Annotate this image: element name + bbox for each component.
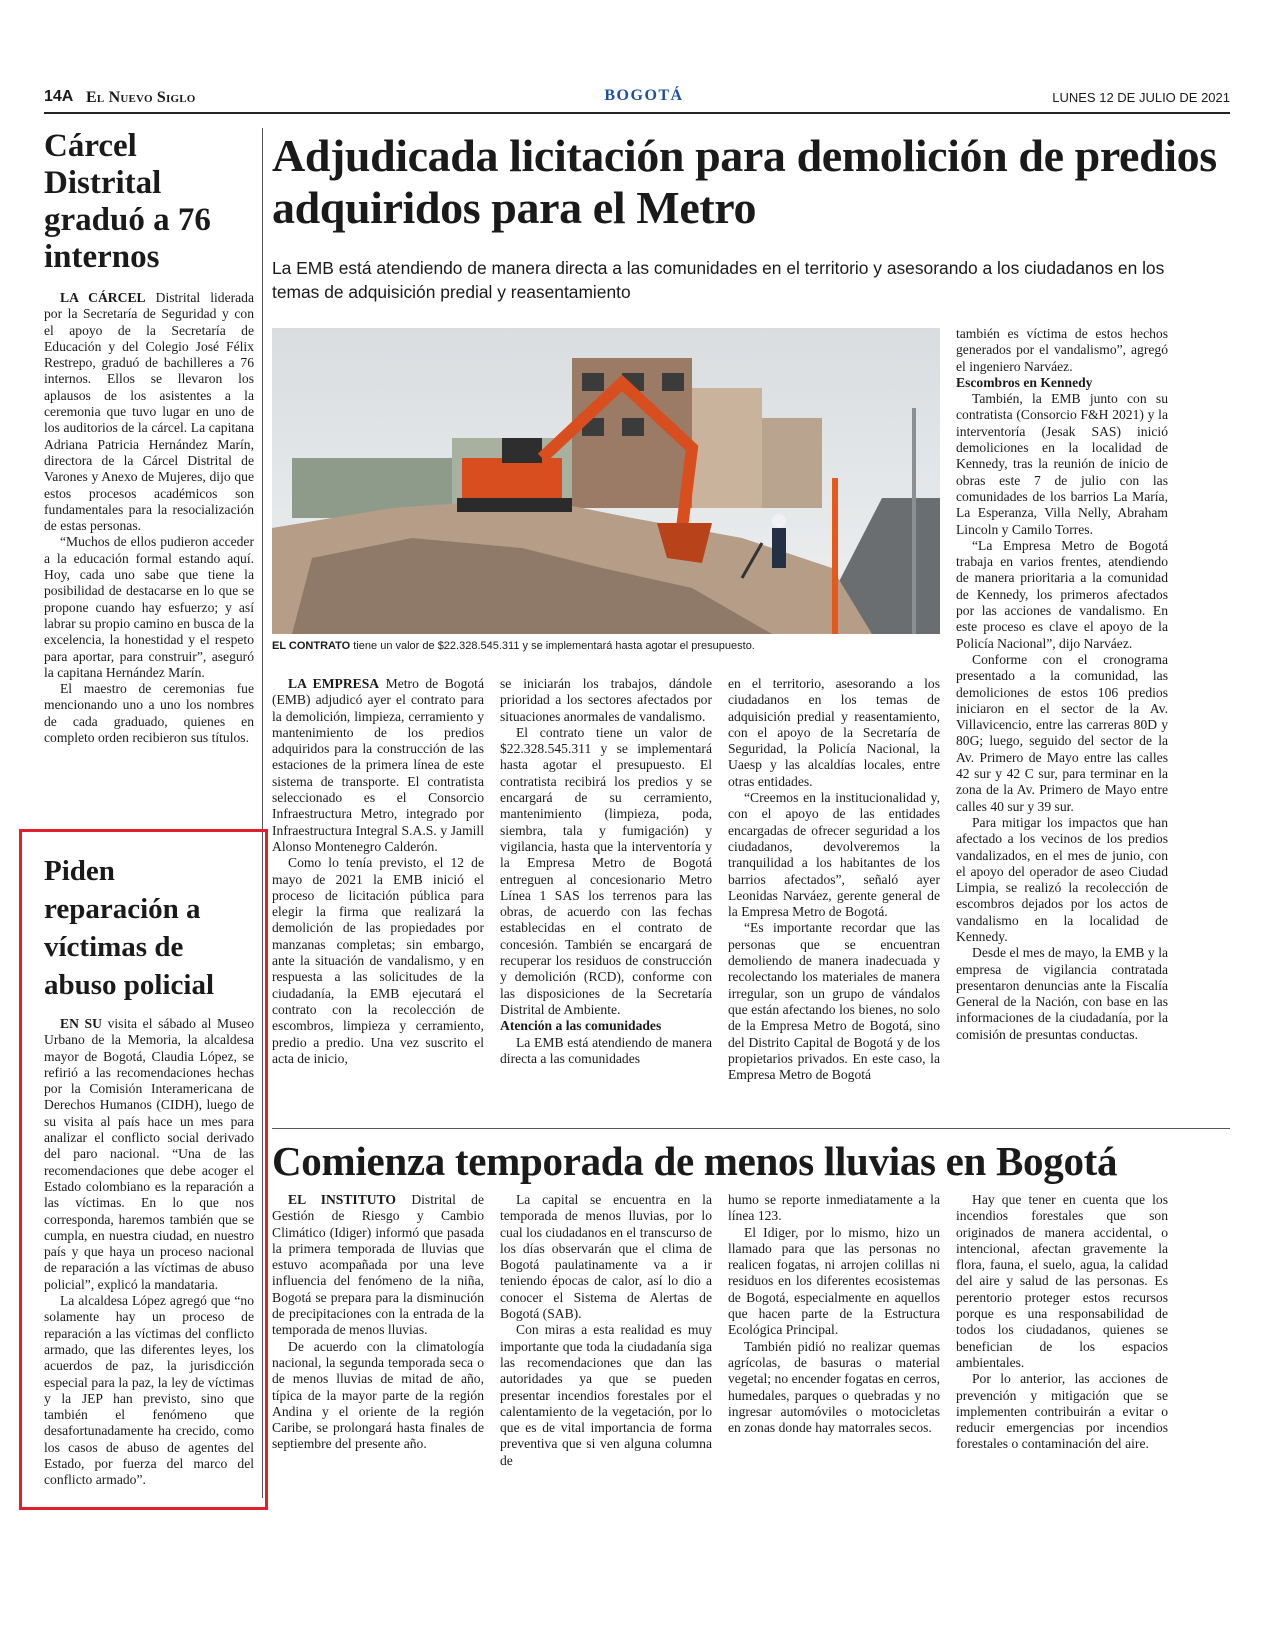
metro-paragraph: También, la EMB junto con su contratista (Consorcio F&H 2021) y la interventoría (Jesak SAS) inició demoliciones en la localidad de Kennedy, tras la reunión de inicio de obras este 7 de julio con las comunidades de los barrios La María, La Esperanza, Villa Nelly, Abraham Lincoln y Camilo Torres.: [956, 391, 1168, 537]
reparacion-lead: EN SU: [60, 1016, 102, 1031]
caption-lead: EL CONTRATO: [272, 640, 351, 652]
story-divider: [272, 1128, 1230, 1129]
carcel-lead: LA CÁRCEL: [60, 290, 146, 305]
metro-paragraph: Para mitigar los impactos que han afectado a los vecinos de los predios vandalizados, en el mes de junio, con el apoyo del operador de aseo Ciudad Limpia, se realizó la recolección de escombros dejados por los actos de vandalismo en la localidad de Kennedy.: [956, 814, 1168, 944]
metro-paragraph: “Es importante recordar que las personas que se encuentran demoliendo de manera inadecuada y recolectando los materiales de manera irregular, son un grupo de vándalos que están afectando los bienes, no solo de la Empresa Metro de Bogotá, sino del Distrito Capital de Bogotá y de los propietarios privados. En este caso, la Empresa Metro de Bogotá: [728, 920, 940, 1083]
lluvias-column-2: [500, 1192, 712, 1469]
metro-paragraph: LA EMPRESA Metro de Bogotá (EMB) adjudicó ayer el contrato para la demolición, limpieza, cerramiento y mantenimiento de los predios adquiridos para la construcción de las estaciones de la primera línea de este sistema de transporte. El contratista seleccionado es el Consorcio Infraestructura Metro, integrado por Infraestructura Integral S.A.S. y Jamill Alonso Montenegro Calderón.: [272, 676, 484, 854]
carcel-paragraph: El maestro de ceremonias fue mencionando uno a uno los nombres de cada graduado, quienes en completo orden recibieron sus títulos.: [44, 681, 254, 746]
section-title: BOGOTÁ: [604, 87, 684, 104]
lluvias-column-4: [956, 1192, 1168, 1453]
metro-headline: Adjudicada licitación para demolición de predios adquiridos para el Metro: [272, 130, 1217, 233]
metro-subhead: Atención a las comunidades: [500, 1018, 662, 1034]
metro-photo: [272, 328, 940, 634]
carcel-paragraph: LA CÁRCEL Distrital liderada por la Secretaría de Seguridad y con el apoyo de la Secretaría de Educación y del Colegio José Félix Restrepo, graduó de bachilleres a 76 internos. Ellos se llevaron los aplausos de los asistentes a la ceremonia que tuvo lugar en uno de los auditorios de la cárcel. La capitana Adriana Patricia Hernández Marín, directora de la Cárcel Distrital de Varones y Anexo de Mujeres, dijo que estos procesos académicos son fundamentales para la resocialización de estas personas.: [44, 290, 254, 534]
metro-column-3: [728, 676, 940, 1083]
newspaper-name: El Nuevo Siglo: [86, 89, 196, 106]
lluvias-lead: EL INSTITUTO: [288, 1192, 396, 1207]
metro-column-4: [956, 326, 1168, 1043]
reparacion-paragraph: La alcaldesa López agregó que “no solamente hay un proceso de reparación a las víctimas del conflicto armado, que las diferentes leyes, los acuerdos de paz, la jurisdicción especial para la paz, la ley de víctimas y la JEP han previsto, sino que también el fenómeno que desafortunadamente ha crecido, como los casos de abuso de agentes del Estado, por fuerza del marco del conflicto armado”.: [44, 1293, 254, 1488]
masthead-rule: [44, 112, 1230, 114]
metro-paragraph: “La Empresa Metro de Bogotá trabaja en varios frentes, atendiendo de manera prioritaria a la comunidad de Kennedy, los primeros afectados por las acciones de vandalismo. En este proceso es clave el apoyo de la Policía Nacional”, dijo Narváez.: [956, 537, 1168, 651]
carcel-headline: Cárcel Distrital graduó a 76 internos: [44, 128, 211, 275]
metro-lead: LA EMPRESA: [288, 676, 380, 691]
lluvias-paragraph: Hay que tener en cuenta que los incendios forestales que son originados de manera accidental, o intencional, afectan gravemente la flora, fauna, el suelo, agua, la calidad del aire y salud de las personas. Es perentorio proteger estos recursos porque es una responsabilidad de todos los ciudadanos, quienes se benefician de los espacios ambientales.: [956, 1192, 1168, 1370]
lluvias-paragraph: De acuerdo con la climatología nacional, la segunda temporada seca o de menos lluvias de mitad de año, típica de la mayor parte de la región Andina y el oriente de la región Caribe, se prolongará hasta finales de septiembre del presente año.: [272, 1338, 484, 1452]
reparacion-paragraph: EN SU visita el sábado al Museo Urbano de la Memoria, la alcaldesa mayor de Bogotá, Claudia López, se refirió a las recomendaciones hechas por la Comisión Interamericana de Derechos Humanos (CIDH), luego de su visita al país hace un mes para analizar el conflicto social derivado del paro nacional. “Una de las recomendaciones que debe acoger el Estado colombiano es la reparación a las víctimas. En lo que nos corresponda, haremos también que se cumpla, en nuestra ciudad, en nuestro país y que haya un proceso nacional de reparación a las víctimas de abuso policial”, explicó la mandataria.: [44, 1016, 254, 1292]
metro-paragraph: Desde el mes de mayo, la EMB y la empresa de vigilancia contratada presentaron denuncias ante la Fiscalía General de la Nación, con base en las informaciones de la ciudadanía, por la comisión de presuntas conductas.: [956, 945, 1168, 1042]
lluvias-headline: Comienza temporada de menos lluvias en Bogotá: [272, 1138, 1118, 1184]
lluvias-paragraph: Por lo anterior, las acciones de prevención y mitigación que se implementen contribuirán a evitar o reducir emergencias por incendios forestales o contaminación del aire.: [956, 1371, 1168, 1452]
caption-text: tiene un valor de $22.328.545.311 y se implementará hasta agotar el presupuesto.: [353, 640, 755, 652]
lluvias-column-1: [272, 1192, 484, 1453]
lluvias-paragraph: EL INSTITUTO Distrital de Gestión de Riesgo y Cambio Climático (Idiger) informó que pasada la primera temporada de lluvias que estuvo acompañada por una leve influencia del fenómeno de la niña, Bogotá se prepara para la disminución de precipitaciones con la entrada de la temporada de menos lluvias.: [272, 1192, 484, 1338]
lluvias-paragraph: También pidió no realizar quemas agrícolas, de basuras o material vegetal; no encender fogatas en cerros, humedales, parques o quebradas y no ingresar automóviles o motocicletas en zonas donde hay matorrales secos.: [728, 1338, 940, 1436]
lluvias-paragraph: La capital se encuentra en la temporada de menos lluvias, por lo cual los ciudadanos en el transcurso de los días observarán que el clima de Bogotá paulatinamente va a ir teniendo épocas de calor, así lo dio a conocer el Sistema de Alertas de Bogotá (SAB).: [500, 1192, 712, 1322]
carcel-article: [44, 128, 254, 746]
metro-paragraph: El contrato tiene un valor de $22.328.545.311 y se implementará hasta agotar el presupuesto. El contratista recibirá los predios y se encargará de su cerramiento, mantenimiento (limpieza, poda, siembra, tala y fumigación) y vigilancia, hasta que la interventoría y la Empresa Metro de Bogotá entreguen al concesionario Metro Línea 1 SAS los terrenos para las obras, de acuerdo con las fechas establecidas en el contrato de concesión. También se encargará de recuperar los residuos de construcción y demolición (RCD), conforme con las disposiciones de la Secretaría Distrital de Ambiente.: [500, 724, 712, 1017]
metro-paragraph: se iniciarán los trabajos, dándole prioridad a los sectores afectados por situaciones anormales de vandalismo.: [500, 676, 712, 724]
metro-column-2: [500, 676, 712, 1067]
metro-subhead: Escombros en Kennedy: [956, 374, 1093, 390]
lluvias-column-3: [728, 1192, 940, 1436]
lluvias-paragraph: humo se reporte inmediatamente a la línea 123.: [728, 1192, 940, 1224]
metro-paragraph: Conforme con el cronograma presentado a la comunidad, las demoliciones de estos 106 predios iniciaron en el sector de la Av. Villavicencio, entre las carreras 80D y 80G; luego, seguido del sector de la Av. Primero de Mayo entre las calles 42 sur y 42 C sur, para terminar en la zona de la Av. Primero de Mayo entre calles 40 sur y 39 sur.: [956, 651, 1168, 814]
lluvias-paragraph: Con miras a esta realidad es muy importante que toda la ciudadanía siga las recomendaciones que dan las autoridades ya que se pueden presentar incendios forestales por el calentamiento de la vegetación, por lo que es de vital importancia de forma preventiva que si ven alguna columna de: [500, 1322, 712, 1468]
edition-date: LUNES 12 DE JULIO DE 2021: [1052, 90, 1230, 105]
metro-column-1: [272, 676, 484, 1067]
page-number: 14A: [44, 88, 74, 105]
carcel-paragraph: “Muchos de ellos pudieron acceder a la educación formal estando aquí. Hoy, cada uno sabe que tiene la posibilidad de destacarse en lo que se propone cuando hay esfuerzo; y así labrar su propio camino en busca de la excelencia, la honestidad y el respeto para aportar, para construir”, aseguró la capitana Hernández Marín.: [44, 534, 254, 680]
photo-caption: [272, 640, 940, 652]
metro-deck: La EMB está atendiendo de manera directa a las comunidades en el territorio y asesorando a los ciudadanos en los temas de adquisición predial y reasentamiento: [272, 258, 1165, 302]
metro-paragraph: Como lo tenía previsto, el 12 de mayo de 2021 la EMB inició el proceso de licitación pública para elegir la firma que realizará la demolición de las propiedades por manzanas completas; sin embargo, ante la situación de vandalismo, y en respuesta a las solicitudes de la ciudadanía, la EMB ejecutará el contrato con la recolección de escombros, limpieza y cerramiento, predio a predio. Una vez suscrito el acta de inicio,: [272, 855, 484, 1066]
metro-paragraph: también es víctima de estos hechos generados por el vandalismo”, agregó el ingeniero Narváez.: [956, 326, 1168, 374]
metro-paragraph: en el territorio, asesorando a los ciudadanos en los temas de adquisición predial y reasentamiento, con el apoyo de la Secretaría de Seguridad, la Policía Nacional, la Uaesp y las alcaldías locales, entre otras entidades.: [728, 676, 940, 789]
reparacion-headline: Piden reparación a víctimas de abuso policial: [44, 855, 215, 1001]
reparacion-article: [44, 852, 254, 1489]
lluvias-paragraph: El Idiger, por lo mismo, hizo un llamado para que las personas no realicen fogatas, ni arrojen colillas ni residuos en los diferentes ecosistemas de Bogotá, especialmente en aquellos que hacen parte de la Estructura Ecológica Principal.: [728, 1224, 940, 1338]
metro-paragraph: La EMB está atendiendo de manera directa a las comunidades: [500, 1034, 712, 1066]
metro-paragraph: “Creemos en la institucionalidad y, con el apoyo de las entidades encargadas de ofrecer seguridad a los ciudadanos, devolveremos la tranquilidad a los habitantes de los barrios afectados”, señaló ayer Leonidas Narváez, gerente general de la Empresa Metro de Bogotá.: [728, 790, 940, 920]
masthead: [44, 88, 1230, 114]
